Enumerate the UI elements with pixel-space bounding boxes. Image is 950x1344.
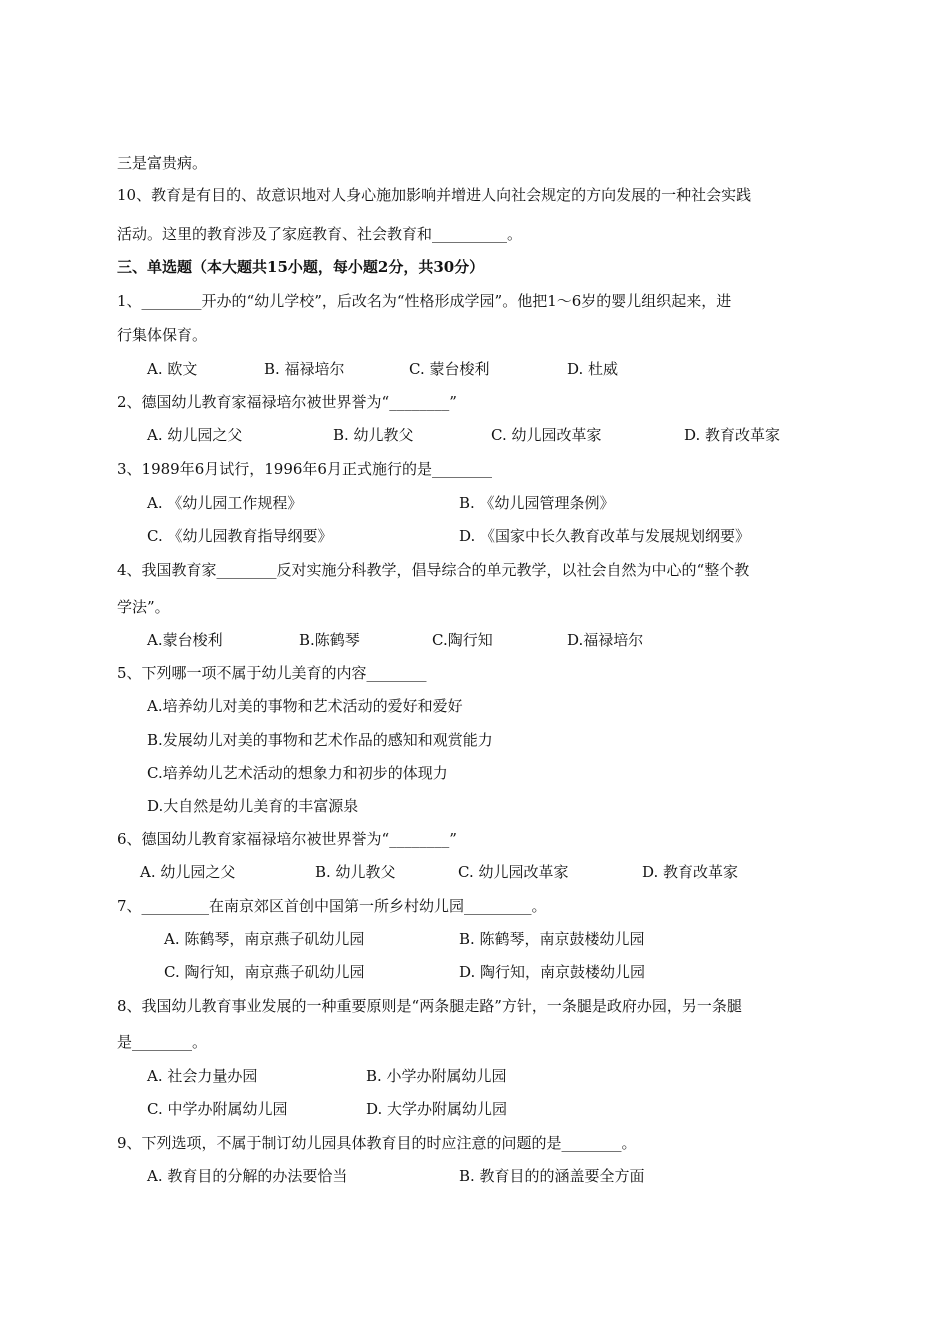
q9-stem: 9、下列选项，不属于制订幼儿园具体教育目的时应注意的问题的是________。 (117, 1134, 637, 1152)
q1-option-c: C. 蒙台梭利 (409, 360, 490, 378)
q5-option-d: D.大自然是幼儿美育的丰富源泉 (147, 797, 359, 815)
intro-line-1: 三是富贵病。 (117, 154, 208, 172)
q5-stem: 5、下列哪一项不属于幼儿美育的内容________ (117, 664, 427, 682)
q8-option-b: B. 小学办附属幼儿园 (366, 1067, 507, 1085)
q4-stem-line-1: 4、我国教育家________反对实施分科教学，倡导综合的单元教学，以社会自然为中心的“整个教 (117, 561, 750, 579)
q6-stem: 6、德国幼儿教育家福禄培尔被世界誉为“________” (117, 830, 457, 848)
q7-option-a: A. 陈鹤琴，南京燕子矶幼儿园 (164, 930, 365, 948)
q1-option-b: B. 福禄培尔 (264, 360, 345, 378)
intro-line-2: 10、教育是有目的、故意识地对人身心施加影响并增进人向社会规定的方向发展的一种社会实践 (117, 186, 752, 204)
q2-option-c: C. 幼儿园改革家 (491, 426, 602, 444)
q3-stem: 3、1989年6月试行，1996年6月正式施行的是________ (117, 460, 492, 478)
q5-option-a: A.培养幼儿对美的事物和艺术活动的爱好和爱好 (147, 697, 463, 715)
q2-option-d: D. 教育改革家 (684, 426, 781, 444)
q4-option-c: C.陶行知 (432, 631, 493, 649)
q8-stem-line-1: 8、我国幼儿教育事业发展的一种重要原则是“两条腿走路”方针，一条腿是政府办园，另一条腿 (117, 997, 742, 1015)
q6-option-b: B. 幼儿教父 (315, 863, 396, 881)
q8-stem-line-2: 是________。 (117, 1033, 208, 1051)
q7-option-b: B. 陈鹤琴，南京鼓楼幼儿园 (459, 930, 645, 948)
q1-option-a: A. 欧文 (147, 360, 198, 378)
q9-option-b: B. 教育目的的涵盖要全方面 (459, 1167, 645, 1185)
q3-option-b: B. 《幼儿园管理条例》 (459, 494, 615, 512)
q1-stem-line-1: 1、________开办的“幼儿学校”，后改名为“性格形成学园”。他把1～6岁的婴儿组织起来，进 (117, 292, 732, 310)
q8-option-c: C. 中学办附属幼儿园 (147, 1100, 288, 1118)
q4-option-d: D.福禄培尔 (567, 631, 644, 649)
intro-line-3: 活动。这里的教育涉及了家庭教育、社会教育和__________。 (117, 225, 523, 243)
q1-stem-line-2: 行集体保育。 (117, 326, 208, 344)
q7-stem: 7、_________在南京郊区首创中国第一所乡村幼儿园_________。 (117, 897, 547, 915)
q5-option-b: B.发展幼儿对美的事物和艺术作品的感知和观赏能力 (147, 731, 493, 749)
q8-option-a: A. 社会力量办园 (147, 1067, 258, 1085)
q2-option-b: B. 幼儿教父 (333, 426, 414, 444)
q6-option-d: D. 教育改革家 (642, 863, 739, 881)
q3-option-d: D. 《国家中长久教育改革与发展规划纲要》 (459, 527, 751, 545)
q2-stem: 2、德国幼儿教育家福禄培尔被世界誉为“________” (117, 393, 457, 411)
q5-option-c: C.培养幼儿艺术活动的想象力和初步的体现力 (147, 764, 448, 782)
q1-option-d: D. 杜威 (567, 360, 619, 378)
q4-option-b: B.陈鹤琴 (299, 631, 360, 649)
q2-option-a: A. 幼儿园之父 (147, 426, 243, 444)
q4-option-a: A.蒙台梭利 (147, 631, 223, 649)
q8-option-d: D. 大学办附属幼儿园 (366, 1100, 508, 1118)
q6-option-c: C. 幼儿园改革家 (458, 863, 569, 881)
section-title: 三、单选题（本大题共15小题，每小题2分，共30分） (117, 258, 485, 276)
q3-option-a: A. 《幼儿园工作规程》 (147, 494, 303, 512)
q7-option-d: D. 陶行知，南京鼓楼幼儿园 (459, 963, 646, 981)
q7-option-c: C. 陶行知，南京燕子矶幼儿园 (164, 963, 365, 981)
q9-option-a: A. 教育目的分解的办法要恰当 (147, 1167, 348, 1185)
q3-option-c: C. 《幼儿园教育指导纲要》 (147, 527, 333, 545)
q4-stem-line-2: 学法”。 (117, 598, 170, 616)
q6-option-a: A. 幼儿园之父 (140, 863, 236, 881)
